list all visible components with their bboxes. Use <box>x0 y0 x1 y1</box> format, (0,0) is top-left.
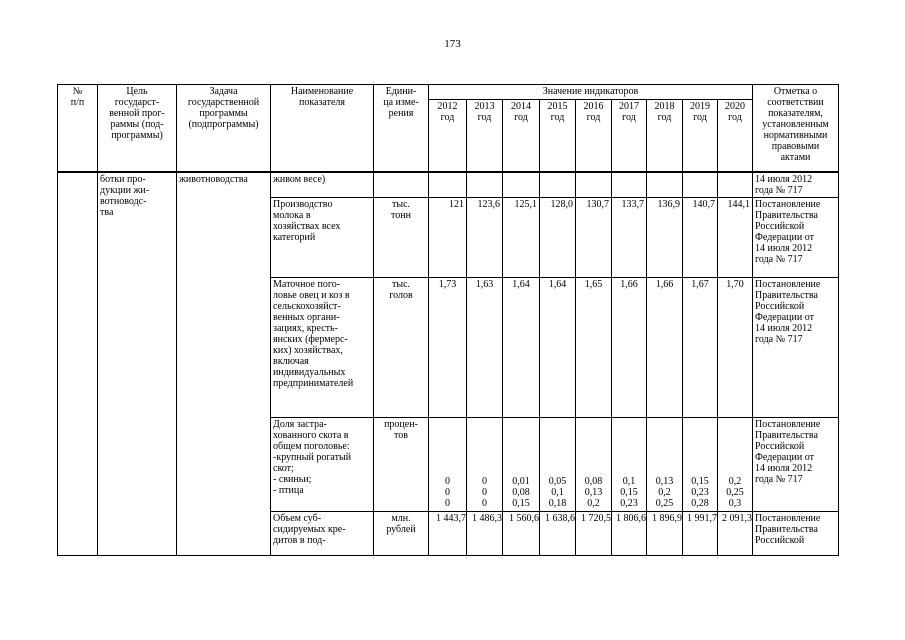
value-cell: 144,1 <box>718 198 753 278</box>
header-values-title: Значение индикаторов <box>429 85 753 100</box>
value-cell: 125,1 <box>503 198 540 278</box>
value-cell: 1,64 <box>503 278 540 418</box>
value-cell: 128,0 <box>540 198 576 278</box>
table-row <box>58 172 839 198</box>
value-cell: 1,66 <box>647 278 683 418</box>
value-cell: 1 991,7 <box>683 512 718 556</box>
value-cell: 140,7 <box>683 198 718 278</box>
unit-cell: млн. рублей <box>374 512 429 556</box>
value-cell: 133,7 <box>612 198 647 278</box>
indicator-name-cell: Объем суб- сидируемых кре- дитов в под- <box>271 512 374 556</box>
value-cell: 0,13 0,2 0,25 <box>647 418 683 512</box>
note-cell: 14 июля 2012 года № 717 <box>753 172 839 198</box>
header-year: 2012 год <box>429 100 467 172</box>
header-indicator-name: Наименование показателя <box>271 85 374 172</box>
value-cell: 0,05 0,1 0,18 <box>540 418 576 512</box>
value-cell <box>718 172 753 198</box>
value-cell: 123,6 <box>467 198 503 278</box>
value-cell: 1,67 <box>683 278 718 418</box>
unit-cell <box>374 172 429 198</box>
unit-cell: процен- тов <box>374 418 429 512</box>
note-cell: Постановление Правительства Российской Федерации от 14 июля 2012 года № 717 <box>753 198 839 278</box>
value-cell: 136,9 <box>647 198 683 278</box>
header-year: 2014 год <box>503 100 540 172</box>
goal-cell: ботки про- дукции жи- вотноводс- тва <box>98 172 177 556</box>
value-cell: 0,15 0,23 0,28 <box>683 418 718 512</box>
value-cell <box>540 172 576 198</box>
num-cell <box>58 172 98 556</box>
indicator-name-cell: живом весе) <box>271 172 374 198</box>
header-num: № п/п <box>58 85 98 172</box>
value-cell: 0,2 0,25 0,3 <box>718 418 753 512</box>
table-header-row <box>58 85 839 100</box>
indicator-name-cell: Производство молока в хозяйствах всех категорий <box>271 198 374 278</box>
indicators-table <box>57 84 839 556</box>
note-cell: Постановление Правительства Российской Федерации от 14 июля 2012 года № 717 <box>753 418 839 512</box>
value-cell <box>683 172 718 198</box>
value-cell: 1 806,6 <box>612 512 647 556</box>
value-cell: 121 <box>429 198 467 278</box>
task-cell: животноводства <box>177 172 271 556</box>
header-year: 2015 год <box>540 100 576 172</box>
page-number: 173 <box>444 38 461 50</box>
value-cell <box>467 172 503 198</box>
value-cell <box>576 172 612 198</box>
value-cell: 1 638,6 <box>540 512 576 556</box>
value-cell: 1,65 <box>576 278 612 418</box>
header-task: Задача государственной программы (подпрограммы) <box>177 85 271 172</box>
header-year: 2020 год <box>718 100 753 172</box>
header-goal: Цель государст- венной прог- раммы (под- программы) <box>98 85 177 172</box>
value-cell <box>503 172 540 198</box>
value-cell: 130,7 <box>576 198 612 278</box>
value-cell: 1,66 <box>612 278 647 418</box>
header-unit: Едини- ца изме- рения <box>374 85 429 172</box>
value-cell: 1 443,7 <box>429 512 467 556</box>
value-cell: 0 0 0 <box>429 418 467 512</box>
value-cell: 1,64 <box>540 278 576 418</box>
unit-cell: тыс. голов <box>374 278 429 418</box>
header-year: 2016 год <box>576 100 612 172</box>
unit-cell: тыс. тонн <box>374 198 429 278</box>
indicator-name-cell: Маточное пого- ловье овец и коз в сельскохозяйст- венных органи- зациях, кресть- янских (фермерс- ких) хозяйствах, включая индивидуальных предпринимателей <box>271 278 374 418</box>
value-cell: 0 0 0 <box>467 418 503 512</box>
note-cell: Постановление Правительства Российской <box>753 512 839 556</box>
value-cell <box>647 172 683 198</box>
value-cell: 2 091,3 <box>718 512 753 556</box>
header-year: 2018 год <box>647 100 683 172</box>
note-cell: Постановление Правительства Российской Федерации от 14 июля 2012 года № 717 <box>753 278 839 418</box>
header-year: 2013 год <box>467 100 503 172</box>
value-cell: 1,70 <box>718 278 753 418</box>
value-cell: 1 560,6 <box>503 512 540 556</box>
value-cell: 1,63 <box>467 278 503 418</box>
header-year: 2019 год <box>683 100 718 172</box>
header-note: Отметка о соответствии показателям, установленным нормативными правовыми актами <box>753 85 839 172</box>
value-cell: 0,1 0,15 0,23 <box>612 418 647 512</box>
value-cell: 0,01 0,08 0,15 <box>503 418 540 512</box>
value-cell <box>612 172 647 198</box>
header-year: 2017 год <box>612 100 647 172</box>
value-cell: 1 896,9 <box>647 512 683 556</box>
indicator-name-cell: Доля застра- хованного скота в общем поголовье: -крупный рогатый скот; - свиньи; - птица <box>271 418 374 512</box>
value-cell: 1,73 <box>429 278 467 418</box>
value-cell: 0,08 0,13 0,2 <box>576 418 612 512</box>
value-cell: 1 720,5 <box>576 512 612 556</box>
value-cell <box>429 172 467 198</box>
value-cell: 1 486,3 <box>467 512 503 556</box>
